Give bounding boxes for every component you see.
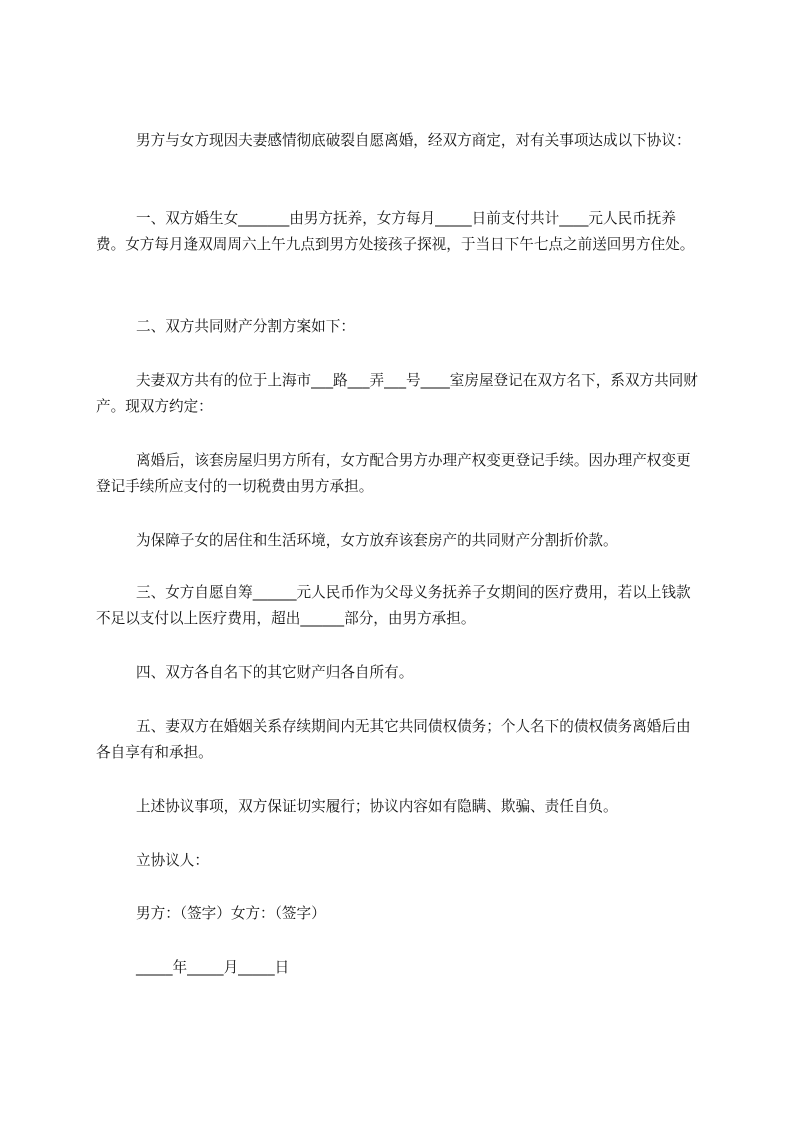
signatories-label: 立协议人： [136,852,209,869]
clause-3-medical: 三、女方自愿自筹______元人民币作为父母义务抚养子女期间的医疗费用，若以上钱款不足以支付以上医疗费用，超出______部分，由男方承担。 [96,584,691,627]
clause-2-property: 夫妻双方共有的位于上海市___路___弄___号____室房屋登记在双方名下，系双方共同财产。现双方约定： [96,372,698,415]
signature-line: 男方：（签字）女方：（签字） [136,905,326,922]
clause-4-other-property: 四、双方各自名下的其它财产归各自所有。 [136,664,414,681]
clause-2-waiver: 为保障子女的居住和生活环境，女方放弃该套房产的共同财产分割折价款。 [136,532,618,549]
clause-1-custody: 一、双方婚生女_______由男方抚养，女方每月_____日前支付共计____元人民币抚养费。女方每月逢双周周六上午九点到男方处接孩子探视，于当日下午七点之前送回男方住处。 [96,210,695,253]
clause-2-title: 二、双方共同财产分割方案如下： [136,318,355,335]
guarantee-paragraph: 上述协议事项，双方保证切实履行；协议内容如有隐瞒、欺骗、责任自负。 [136,798,618,815]
clause-2-after-divorce: 离婚后，该套房屋归男方所有，女方配合男方办理产权变更登记手续。因办理产权变更登记手续所应支付的一切税费由男方承担。 [96,452,691,495]
intro-paragraph: 男方与女方现因夫妻感情彻底破裂自愿离婚，经双方商定，对有关事项达成以下协议： [136,132,691,149]
clause-5-debts: 五、妻双方在婚姻关系存续期间内无其它共同债权债务；个人名下的债权债务离婚后由各自享有和承担。 [96,718,691,761]
date-line: _____年_____月_____日 [136,959,290,976]
